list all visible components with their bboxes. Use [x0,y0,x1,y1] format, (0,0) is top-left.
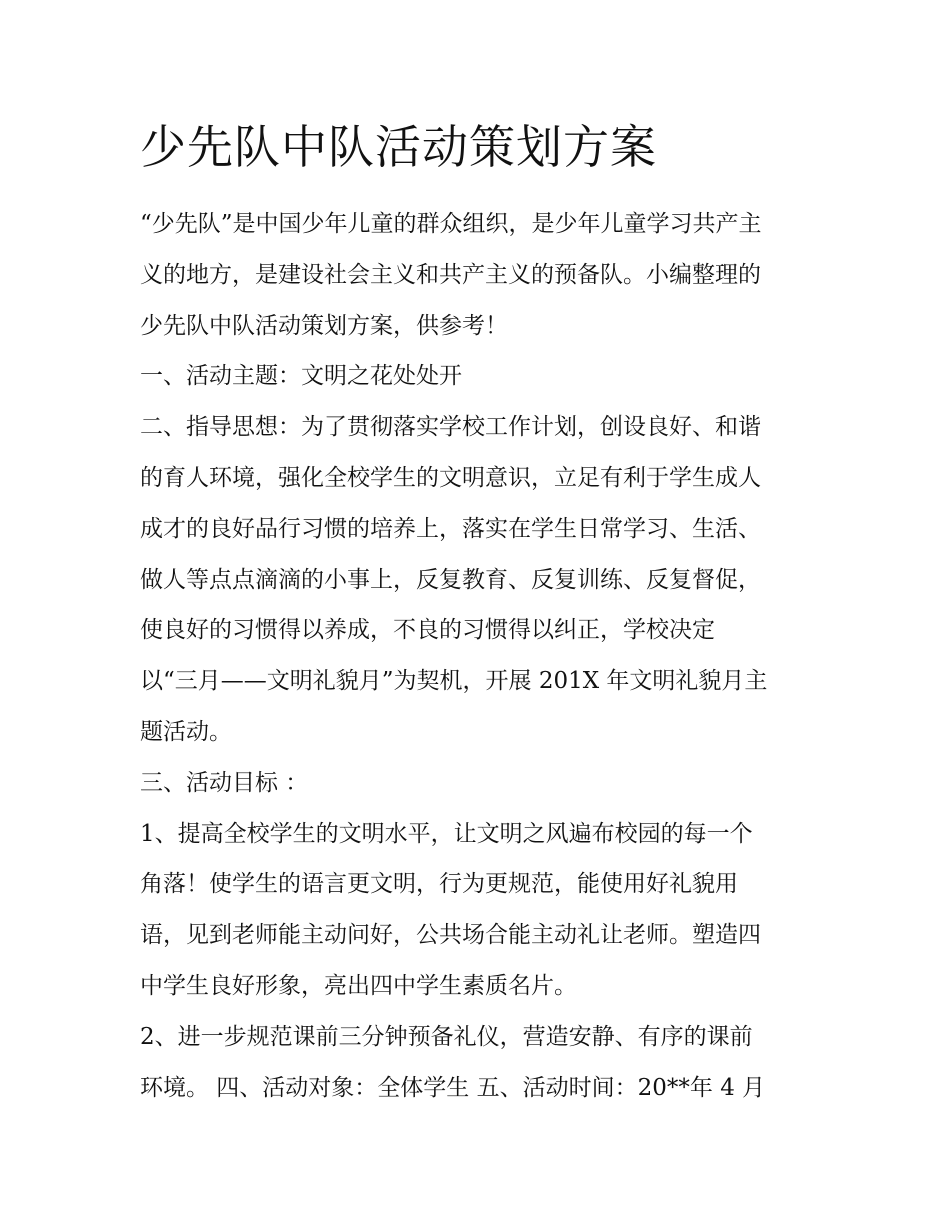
section-heading-theme: 一、活动主题：文明之花处处开 [140,363,462,390]
body-line: 题活动。 [140,718,232,745]
body-line: 1、提高全校学生的文明水平，让文明之风遍布校园的每一个 [140,820,753,847]
document-body [140,199,812,1113]
section-heading-goals: 三、活动目标 ： [140,769,309,796]
document-title: 少先队中队活动策划方案 [140,120,657,174]
body-line: 成才的良好品行习惯的培养上，落实在学生日常学习、生活、 [140,515,761,542]
body-line: 语，见到老师能主动问好，公共场合能主动礼让老师。塑造四 [140,922,761,949]
body-line: 的育人环境，强化全校学生的文明意识，立足有利于学生成人 [140,464,761,491]
body-line: 环境。 四、活动对象：全体学生 五、活动时间：20**年 4 月 [140,1074,766,1101]
section-heading-guiding-thought: 二、指导思想：为了贯彻落实学校工作计划，创设良好、和谐 [140,414,761,441]
body-line: 做人等点点滴滴的小事上，反复教育、反复训练、反复督促， [140,566,761,593]
body-line: 以“三月——文明礼貌月”为契机，开展 201X 年文明礼貌月主 [140,668,768,695]
body-line: 少先队中队活动策划方案，供参考！ [140,312,508,339]
body-line: 角落！使学生的语言更文明，行为更规范，能使用好礼貌用 [140,871,738,898]
body-line: 义的地方，是建设社会主义和共产主义的预备队。小编整理的 [140,261,761,288]
body-line: 使良好的习惯得以养成，不良的习惯得以纠正，学校决定 [140,617,715,644]
body-line: 2、进一步规范课前三分钟预备礼仪，营造安静、有序的课前 [140,1023,753,1050]
body-line: 中学生良好形象，亮出四中学生素质名片。 [140,972,577,999]
body-line: “少先队”是中国少年儿童的群众组织，是少年儿童学习共产主 [140,211,762,237]
